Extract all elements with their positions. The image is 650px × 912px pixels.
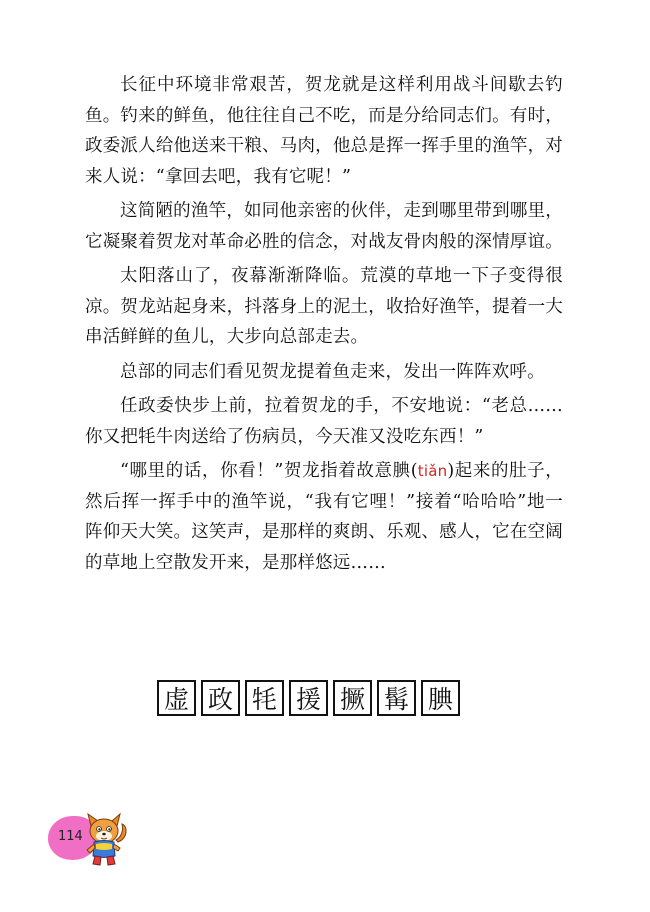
paragraph: 任政委快步上前，拉着贺龙的手，不安地说：“老总……你又把牦牛肉送给了伤病员，今天准又没吃东西！” <box>85 396 563 447</box>
vocabulary-characters <box>157 680 460 716</box>
vocab-char: 撅 <box>333 680 372 716</box>
vocab-char: 腆 <box>421 680 460 716</box>
story-text <box>85 70 563 578</box>
vocab-char: 援 <box>289 680 328 716</box>
paragraph: 这简陋的渔竿，如同他亲密的伙伴，走到哪里带到哪里，它凝聚着贺龙对革命必胜的信念，对战友骨肉般的深情厚谊。 <box>85 201 563 252</box>
page-number: 114 <box>58 829 83 844</box>
cartoon-fox-mascot-icon <box>82 812 128 868</box>
vocab-char: 政 <box>201 680 240 716</box>
pinyin-annotation: tiǎn <box>417 462 448 480</box>
page-footer <box>48 812 128 872</box>
paragraph-text-after: )起来的肚子，然后挥一挥手中的渔竿说，“我有它哩！”接着“哈哈哈”地一阵仰天大笑。这笑声，是那样的爽朗、乐观、感人，它在空阔的草地上空散发开来，是那样悠远…… <box>85 461 563 573</box>
paragraph: 长征中环境非常艰苦，贺龙就是这样利用战斗间歇去钓鱼。钓来的鲜鱼，他往往自己不吃，而是分给同志们。有时，政委派人给他送来干粮、马肉，他总是挥一挥手里的渔竿，对来人说：“拿回去吧，我有它呢！” <box>85 75 563 187</box>
paragraph: 太阳落山了，夜幕渐渐降临。荒漠的草地一下子变得很凉。贺龙站起身来，抖落身上的泥土，收拾好渔竿，提着一大串活鲜鲜的鱼儿，大步向总部走去。 <box>85 266 563 347</box>
vocab-char: 牦 <box>245 680 284 716</box>
vocab-char: 髯 <box>377 680 416 716</box>
paragraph <box>85 456 563 578</box>
vocab-char: 虚 <box>157 680 196 716</box>
paragraph-text-before: “哪里的话，你看！”贺龙指着故意腆( <box>120 461 418 481</box>
paragraph: 总部的同志们看见贺龙提着鱼走来，发出一阵阵欢呼。 <box>120 361 545 382</box>
